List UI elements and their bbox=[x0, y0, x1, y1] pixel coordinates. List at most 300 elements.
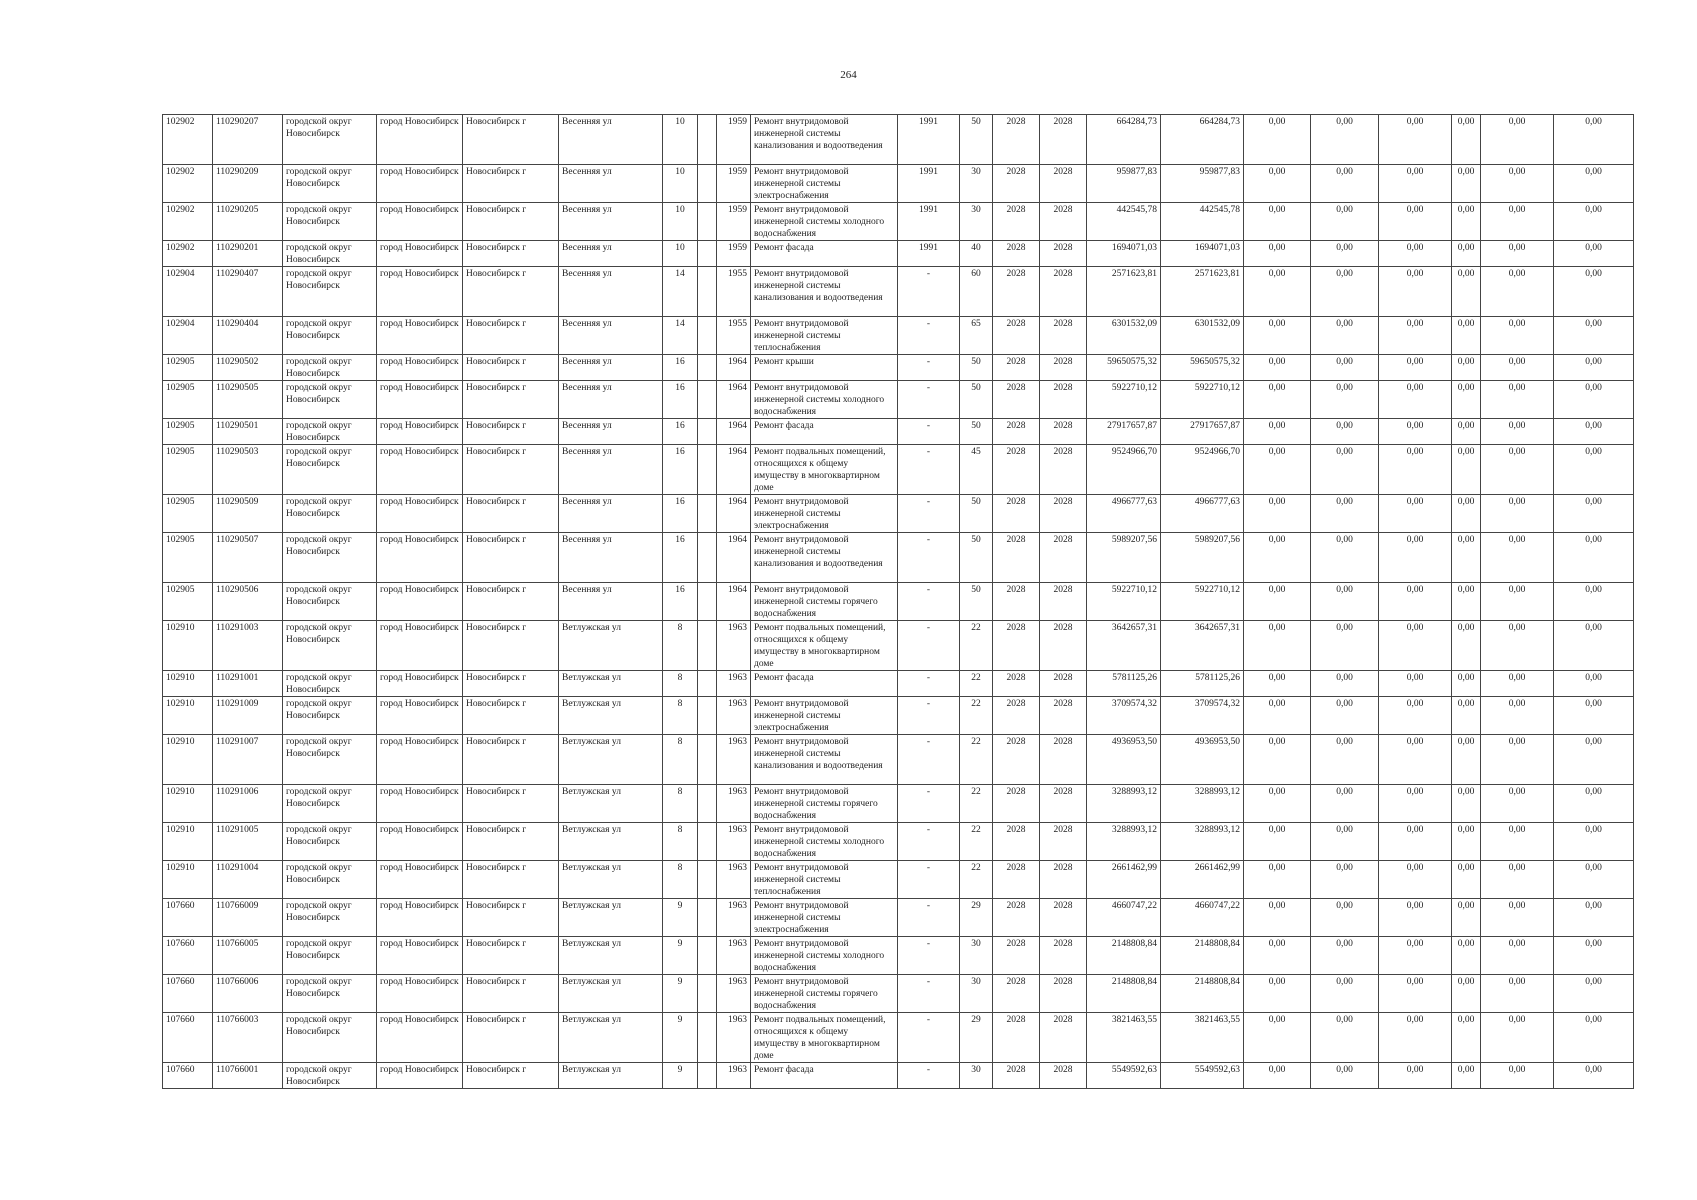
cell-house-id: 102910 bbox=[163, 621, 213, 671]
cell-year-built: 1959 bbox=[717, 115, 751, 165]
cell-cost-col-5: 0,00 bbox=[1481, 381, 1554, 419]
cell-cost-col-4: 0,00 bbox=[1452, 115, 1481, 165]
cell-cost-total: 2571623,81 bbox=[1087, 267, 1161, 317]
cell-wear-percent: 29 bbox=[960, 1013, 993, 1063]
cell-last-repair-year: - bbox=[898, 975, 960, 1013]
cell-city: Новосибирск г bbox=[463, 1063, 559, 1089]
cell-house-id: 102904 bbox=[163, 317, 213, 355]
cell-work-type: Ремонт внутридомовой инженерной системы холодного водоснабжения bbox=[751, 937, 898, 975]
cell-wear-percent: 50 bbox=[960, 533, 993, 583]
table-row bbox=[163, 203, 1634, 241]
cell-year-plan-end: 2028 bbox=[1040, 533, 1087, 583]
cell-year-plan-end: 2028 bbox=[1040, 621, 1087, 671]
cell-house-number: 9 bbox=[663, 899, 698, 937]
cell-cost-col-4: 0,00 bbox=[1452, 735, 1481, 785]
cell-cost-total: 59650575,32 bbox=[1087, 355, 1161, 381]
cell-street: Весенняя ул bbox=[559, 381, 663, 419]
cell-wear-percent: 50 bbox=[960, 381, 993, 419]
cell-cost-col-4: 0,00 bbox=[1452, 861, 1481, 899]
table-row bbox=[163, 495, 1634, 533]
cell-cost-total: 2148808,84 bbox=[1087, 937, 1161, 975]
cell-cost-col-3: 0,00 bbox=[1379, 203, 1452, 241]
cell-house-id: 102905 bbox=[163, 495, 213, 533]
cell-cost-col-2: 0,00 bbox=[1311, 861, 1379, 899]
cell-element-id: 110291004 bbox=[213, 861, 283, 899]
cell-house-id: 102905 bbox=[163, 533, 213, 583]
cell-cost-fund: 959877,83 bbox=[1161, 165, 1244, 203]
cell-cost-col-1: 0,00 bbox=[1244, 241, 1311, 267]
cell-cost-col-2: 0,00 bbox=[1311, 317, 1379, 355]
cell-work-type: Ремонт подвальных помещений, относящихся к общему имуществу в многоквартирном доме bbox=[751, 621, 898, 671]
cell-house-id: 102910 bbox=[163, 785, 213, 823]
cell-building bbox=[698, 975, 717, 1013]
cell-cost-total: 3642657,31 bbox=[1087, 621, 1161, 671]
cell-cost-col-2: 0,00 bbox=[1311, 823, 1379, 861]
cell-cost-col-5: 0,00 bbox=[1481, 445, 1554, 495]
cell-street: Ветлужская ул bbox=[559, 697, 663, 735]
cell-cost-col-2: 0,00 bbox=[1311, 267, 1379, 317]
cell-settlement: город Новосибирск bbox=[377, 241, 463, 267]
cell-cost-col-2: 0,00 bbox=[1311, 241, 1379, 267]
cell-city: Новосибирск г bbox=[463, 697, 559, 735]
cell-year-built: 1964 bbox=[717, 419, 751, 445]
cell-city: Новосибирск г bbox=[463, 785, 559, 823]
cell-cost-col-2: 0,00 bbox=[1311, 671, 1379, 697]
cell-year-plan-end: 2028 bbox=[1040, 1013, 1087, 1063]
cell-cost-fund: 5922710,12 bbox=[1161, 381, 1244, 419]
cell-house-number: 16 bbox=[663, 445, 698, 495]
cell-building bbox=[698, 165, 717, 203]
cell-year-plan-start: 2028 bbox=[993, 1063, 1040, 1089]
cell-last-repair-year: - bbox=[898, 445, 960, 495]
cell-district: городской округ Новосибирск bbox=[283, 1013, 377, 1063]
cell-cost-col-1: 0,00 bbox=[1244, 735, 1311, 785]
cell-year-plan-start: 2028 bbox=[993, 621, 1040, 671]
cell-district: городской округ Новосибирск bbox=[283, 823, 377, 861]
cell-settlement: город Новосибирск bbox=[377, 937, 463, 975]
cell-cost-col-1: 0,00 bbox=[1244, 533, 1311, 583]
cell-city: Новосибирск г bbox=[463, 267, 559, 317]
cell-cost-total: 5922710,12 bbox=[1087, 583, 1161, 621]
cell-house-number: 16 bbox=[663, 495, 698, 533]
cell-year-plan-start: 2028 bbox=[993, 899, 1040, 937]
cell-cost-total: 27917657,87 bbox=[1087, 419, 1161, 445]
cell-work-type: Ремонт внутридомовой инженерной системы теплоснабжения bbox=[751, 317, 898, 355]
cell-year-plan-end: 2028 bbox=[1040, 495, 1087, 533]
cell-cost-col-5: 0,00 bbox=[1481, 355, 1554, 381]
cell-year-built: 1963 bbox=[717, 975, 751, 1013]
cell-house-number: 10 bbox=[663, 165, 698, 203]
cell-cost-total: 2661462,99 bbox=[1087, 861, 1161, 899]
cell-year-plan-start: 2028 bbox=[993, 317, 1040, 355]
cell-cost-col-6: 0,00 bbox=[1554, 445, 1634, 495]
cell-cost-col-2: 0,00 bbox=[1311, 445, 1379, 495]
cell-street: Ветлужская ул bbox=[559, 823, 663, 861]
cell-cost-col-4: 0,00 bbox=[1452, 355, 1481, 381]
cell-settlement: город Новосибирск bbox=[377, 1013, 463, 1063]
cell-district: городской округ Новосибирск bbox=[283, 583, 377, 621]
cell-element-id: 110290404 bbox=[213, 317, 283, 355]
cell-cost-col-5: 0,00 bbox=[1481, 419, 1554, 445]
cell-last-repair-year: - bbox=[898, 533, 960, 583]
cell-cost-col-2: 0,00 bbox=[1311, 697, 1379, 735]
cell-cost-col-2: 0,00 bbox=[1311, 621, 1379, 671]
cell-cost-col-3: 0,00 bbox=[1379, 1013, 1452, 1063]
cell-cost-col-1: 0,00 bbox=[1244, 317, 1311, 355]
cell-cost-col-6: 0,00 bbox=[1554, 975, 1634, 1013]
cell-wear-percent: 30 bbox=[960, 937, 993, 975]
cell-cost-col-6: 0,00 bbox=[1554, 583, 1634, 621]
cell-house-number: 8 bbox=[663, 823, 698, 861]
cell-house-number: 14 bbox=[663, 267, 698, 317]
cell-street: Весенняя ул bbox=[559, 583, 663, 621]
cell-cost-col-1: 0,00 bbox=[1244, 785, 1311, 823]
cell-cost-fund: 5781125,26 bbox=[1161, 671, 1244, 697]
cell-wear-percent: 30 bbox=[960, 975, 993, 1013]
table-row bbox=[163, 975, 1634, 1013]
cell-house-number: 9 bbox=[663, 1063, 698, 1089]
cell-cost-col-1: 0,00 bbox=[1244, 697, 1311, 735]
cell-street: Весенняя ул bbox=[559, 317, 663, 355]
cell-cost-col-4: 0,00 bbox=[1452, 785, 1481, 823]
cell-work-type: Ремонт фасада bbox=[751, 241, 898, 267]
cell-settlement: город Новосибирск bbox=[377, 495, 463, 533]
cell-year-plan-start: 2028 bbox=[993, 267, 1040, 317]
cell-cost-col-4: 0,00 bbox=[1452, 621, 1481, 671]
cell-city: Новосибирск г bbox=[463, 899, 559, 937]
cell-cost-col-1: 0,00 bbox=[1244, 823, 1311, 861]
cell-cost-fund: 2148808,84 bbox=[1161, 937, 1244, 975]
cell-house-number: 9 bbox=[663, 975, 698, 1013]
cell-year-plan-end: 2028 bbox=[1040, 735, 1087, 785]
cell-cost-col-5: 0,00 bbox=[1481, 165, 1554, 203]
cell-street: Весенняя ул bbox=[559, 355, 663, 381]
cell-house-id: 102910 bbox=[163, 823, 213, 861]
cell-work-type: Ремонт подвальных помещений, относящихся к общему имуществу в многоквартирном доме bbox=[751, 1013, 898, 1063]
cell-work-type: Ремонт крыши bbox=[751, 355, 898, 381]
cell-cost-col-6: 0,00 bbox=[1554, 355, 1634, 381]
cell-cost-col-2: 0,00 bbox=[1311, 533, 1379, 583]
cell-work-type: Ремонт внутридомовой инженерной системы электроснабжения bbox=[751, 899, 898, 937]
table-row bbox=[163, 735, 1634, 785]
cell-house-id: 102902 bbox=[163, 115, 213, 165]
cell-work-type: Ремонт внутридомовой инженерной системы теплоснабжения bbox=[751, 861, 898, 899]
cell-city: Новосибирск г bbox=[463, 937, 559, 975]
cell-year-built: 1955 bbox=[717, 317, 751, 355]
cell-street: Весенняя ул bbox=[559, 445, 663, 495]
cell-cost-col-1: 0,00 bbox=[1244, 267, 1311, 317]
cell-last-repair-year: - bbox=[898, 583, 960, 621]
cell-building bbox=[698, 823, 717, 861]
cell-year-built: 1964 bbox=[717, 355, 751, 381]
table-row bbox=[163, 115, 1634, 165]
cell-house-id: 102902 bbox=[163, 165, 213, 203]
cell-last-repair-year: - bbox=[898, 495, 960, 533]
cell-district: городской округ Новосибирск bbox=[283, 355, 377, 381]
cell-cost-total: 664284,73 bbox=[1087, 115, 1161, 165]
cell-house-number: 10 bbox=[663, 203, 698, 241]
cell-cost-col-4: 0,00 bbox=[1452, 381, 1481, 419]
cell-cost-fund: 9524966,70 bbox=[1161, 445, 1244, 495]
cell-cost-fund: 3288993,12 bbox=[1161, 823, 1244, 861]
cell-year-built: 1963 bbox=[717, 1013, 751, 1063]
table-row bbox=[163, 697, 1634, 735]
cell-last-repair-year: - bbox=[898, 1063, 960, 1089]
cell-wear-percent: 30 bbox=[960, 203, 993, 241]
cell-year-built: 1964 bbox=[717, 583, 751, 621]
cell-year-built: 1964 bbox=[717, 445, 751, 495]
cell-cost-col-3: 0,00 bbox=[1379, 975, 1452, 1013]
cell-cost-col-4: 0,00 bbox=[1452, 1063, 1481, 1089]
cell-cost-col-1: 0,00 bbox=[1244, 203, 1311, 241]
cell-cost-total: 3821463,55 bbox=[1087, 1013, 1161, 1063]
cell-street: Ветлужская ул bbox=[559, 621, 663, 671]
cell-year-plan-end: 2028 bbox=[1040, 203, 1087, 241]
cell-city: Новосибирск г bbox=[463, 823, 559, 861]
cell-cost-col-6: 0,00 bbox=[1554, 899, 1634, 937]
table-row bbox=[163, 533, 1634, 583]
cell-house-id: 102902 bbox=[163, 241, 213, 267]
cell-house-id: 107660 bbox=[163, 1063, 213, 1089]
cell-year-plan-start: 2028 bbox=[993, 937, 1040, 975]
cell-building bbox=[698, 785, 717, 823]
cell-cost-fund: 2571623,81 bbox=[1161, 267, 1244, 317]
table-row bbox=[163, 165, 1634, 203]
cell-cost-col-3: 0,00 bbox=[1379, 937, 1452, 975]
cell-element-id: 110766003 bbox=[213, 1013, 283, 1063]
cell-building bbox=[698, 355, 717, 381]
table-row bbox=[163, 419, 1634, 445]
cell-cost-col-4: 0,00 bbox=[1452, 267, 1481, 317]
cell-cost-col-1: 0,00 bbox=[1244, 621, 1311, 671]
cell-district: городской округ Новосибирск bbox=[283, 317, 377, 355]
cell-district: городской округ Новосибирск bbox=[283, 419, 377, 445]
cell-building bbox=[698, 533, 717, 583]
cell-building bbox=[698, 583, 717, 621]
cell-cost-fund: 2661462,99 bbox=[1161, 861, 1244, 899]
cell-cost-col-6: 0,00 bbox=[1554, 1013, 1634, 1063]
cell-last-repair-year: - bbox=[898, 735, 960, 785]
table-row bbox=[163, 445, 1634, 495]
cell-district: городской округ Новосибирск bbox=[283, 621, 377, 671]
cell-year-built: 1964 bbox=[717, 381, 751, 419]
cell-cost-col-3: 0,00 bbox=[1379, 317, 1452, 355]
cell-year-plan-end: 2028 bbox=[1040, 419, 1087, 445]
cell-street: Весенняя ул bbox=[559, 115, 663, 165]
cell-settlement: город Новосибирск bbox=[377, 735, 463, 785]
cell-element-id: 110290507 bbox=[213, 533, 283, 583]
cell-year-built: 1963 bbox=[717, 697, 751, 735]
cell-wear-percent: 50 bbox=[960, 355, 993, 381]
cell-cost-col-5: 0,00 bbox=[1481, 785, 1554, 823]
cell-settlement: город Новосибирск bbox=[377, 823, 463, 861]
cell-settlement: город Новосибирск bbox=[377, 317, 463, 355]
cell-cost-col-3: 0,00 bbox=[1379, 267, 1452, 317]
cell-cost-col-6: 0,00 bbox=[1554, 241, 1634, 267]
cell-cost-fund: 3821463,55 bbox=[1161, 1013, 1244, 1063]
table-row bbox=[163, 241, 1634, 267]
cell-settlement: город Новосибирск bbox=[377, 445, 463, 495]
cell-district: городской округ Новосибирск bbox=[283, 671, 377, 697]
cell-year-plan-end: 2028 bbox=[1040, 1063, 1087, 1089]
cell-cost-col-3: 0,00 bbox=[1379, 823, 1452, 861]
cell-house-id: 102904 bbox=[163, 267, 213, 317]
cell-city: Новосибирск г bbox=[463, 583, 559, 621]
cell-element-id: 110291009 bbox=[213, 697, 283, 735]
cell-year-plan-end: 2028 bbox=[1040, 823, 1087, 861]
cell-district: городской округ Новосибирск bbox=[283, 1063, 377, 1089]
table-row bbox=[163, 355, 1634, 381]
cell-cost-col-1: 0,00 bbox=[1244, 899, 1311, 937]
cell-year-plan-start: 2028 bbox=[993, 495, 1040, 533]
cell-cost-col-6: 0,00 bbox=[1554, 861, 1634, 899]
cell-cost-fund: 1694071,03 bbox=[1161, 241, 1244, 267]
cell-building bbox=[698, 495, 717, 533]
cell-cost-col-3: 0,00 bbox=[1379, 697, 1452, 735]
cell-cost-col-6: 0,00 bbox=[1554, 823, 1634, 861]
cell-cost-total: 2148808,84 bbox=[1087, 975, 1161, 1013]
cell-element-id: 110290207 bbox=[213, 115, 283, 165]
cell-cost-fund: 3709574,32 bbox=[1161, 697, 1244, 735]
cell-year-plan-end: 2028 bbox=[1040, 241, 1087, 267]
cell-house-id: 102905 bbox=[163, 355, 213, 381]
cell-cost-col-5: 0,00 bbox=[1481, 899, 1554, 937]
cell-settlement: город Новосибирск bbox=[377, 355, 463, 381]
cell-year-plan-end: 2028 bbox=[1040, 165, 1087, 203]
cell-cost-col-6: 0,00 bbox=[1554, 621, 1634, 671]
cell-year-plan-end: 2028 bbox=[1040, 317, 1087, 355]
cell-cost-col-1: 0,00 bbox=[1244, 355, 1311, 381]
cell-cost-col-2: 0,00 bbox=[1311, 381, 1379, 419]
cell-cost-fund: 3642657,31 bbox=[1161, 621, 1244, 671]
cell-district: городской округ Новосибирск bbox=[283, 495, 377, 533]
cell-city: Новосибирск г bbox=[463, 533, 559, 583]
cell-cost-col-6: 0,00 bbox=[1554, 203, 1634, 241]
cell-street: Весенняя ул bbox=[559, 203, 663, 241]
cell-element-id: 110290503 bbox=[213, 445, 283, 495]
table-row bbox=[163, 1013, 1634, 1063]
cell-cost-col-3: 0,00 bbox=[1379, 861, 1452, 899]
cell-cost-col-6: 0,00 bbox=[1554, 115, 1634, 165]
cell-building bbox=[698, 317, 717, 355]
cell-cost-col-5: 0,00 bbox=[1481, 975, 1554, 1013]
cell-cost-col-1: 0,00 bbox=[1244, 419, 1311, 445]
table-row bbox=[163, 671, 1634, 697]
cell-street: Весенняя ул bbox=[559, 495, 663, 533]
cell-wear-percent: 50 bbox=[960, 115, 993, 165]
cell-building bbox=[698, 1063, 717, 1089]
cell-house-id: 102905 bbox=[163, 583, 213, 621]
cell-wear-percent: 60 bbox=[960, 267, 993, 317]
cell-cost-col-3: 0,00 bbox=[1379, 671, 1452, 697]
cell-building bbox=[698, 937, 717, 975]
cell-work-type: Ремонт фасада bbox=[751, 419, 898, 445]
cell-element-id: 110291001 bbox=[213, 671, 283, 697]
cell-cost-col-6: 0,00 bbox=[1554, 671, 1634, 697]
cell-year-plan-end: 2028 bbox=[1040, 697, 1087, 735]
cell-year-plan-start: 2028 bbox=[993, 975, 1040, 1013]
cell-cost-col-3: 0,00 bbox=[1379, 355, 1452, 381]
table-row bbox=[163, 317, 1634, 355]
cell-year-plan-start: 2028 bbox=[993, 355, 1040, 381]
cell-year-built: 1959 bbox=[717, 241, 751, 267]
cell-house-number: 8 bbox=[663, 785, 698, 823]
cell-building bbox=[698, 419, 717, 445]
cell-settlement: город Новосибирск bbox=[377, 785, 463, 823]
cell-house-number: 10 bbox=[663, 241, 698, 267]
cell-last-repair-year: - bbox=[898, 317, 960, 355]
cell-cost-col-5: 0,00 bbox=[1481, 267, 1554, 317]
cell-cost-col-6: 0,00 bbox=[1554, 1063, 1634, 1089]
cell-element-id: 110290209 bbox=[213, 165, 283, 203]
cell-year-plan-start: 2028 bbox=[993, 241, 1040, 267]
cell-house-id: 107660 bbox=[163, 1013, 213, 1063]
cell-element-id: 110290502 bbox=[213, 355, 283, 381]
cell-street: Весенняя ул bbox=[559, 241, 663, 267]
cell-building bbox=[698, 697, 717, 735]
cell-house-number: 8 bbox=[663, 621, 698, 671]
cell-work-type: Ремонт внутридомовой инженерной системы горячего водоснабжения bbox=[751, 975, 898, 1013]
cell-building bbox=[698, 621, 717, 671]
cell-work-type: Ремонт внутридомовой инженерной системы канализования и водоотведения bbox=[751, 267, 898, 317]
cell-city: Новосибирск г bbox=[463, 419, 559, 445]
cell-cost-col-1: 0,00 bbox=[1244, 1013, 1311, 1063]
cell-cost-fund: 5922710,12 bbox=[1161, 583, 1244, 621]
cell-settlement: город Новосибирск bbox=[377, 267, 463, 317]
cell-cost-col-2: 0,00 bbox=[1311, 583, 1379, 621]
cell-wear-percent: 22 bbox=[960, 861, 993, 899]
cell-cost-col-4: 0,00 bbox=[1452, 937, 1481, 975]
cell-cost-col-3: 0,00 bbox=[1379, 419, 1452, 445]
cell-last-repair-year: - bbox=[898, 785, 960, 823]
cell-year-plan-start: 2028 bbox=[993, 861, 1040, 899]
cell-city: Новосибирск г bbox=[463, 495, 559, 533]
cell-house-id: 102905 bbox=[163, 381, 213, 419]
cell-cost-total: 6301532,09 bbox=[1087, 317, 1161, 355]
cell-street: Весенняя ул bbox=[559, 267, 663, 317]
cell-cost-col-1: 0,00 bbox=[1244, 1063, 1311, 1089]
cell-cost-col-6: 0,00 bbox=[1554, 317, 1634, 355]
cell-wear-percent: 22 bbox=[960, 785, 993, 823]
cell-cost-col-2: 0,00 bbox=[1311, 735, 1379, 785]
cell-cost-col-2: 0,00 bbox=[1311, 785, 1379, 823]
cell-building bbox=[698, 671, 717, 697]
cell-city: Новосибирск г bbox=[463, 975, 559, 1013]
cell-cost-total: 4660747,22 bbox=[1087, 899, 1161, 937]
cell-year-plan-end: 2028 bbox=[1040, 861, 1087, 899]
cell-district: городской округ Новосибирск bbox=[283, 165, 377, 203]
cell-cost-col-2: 0,00 bbox=[1311, 165, 1379, 203]
cell-year-built: 1964 bbox=[717, 533, 751, 583]
cell-year-plan-start: 2028 bbox=[993, 1013, 1040, 1063]
cell-cost-col-5: 0,00 bbox=[1481, 533, 1554, 583]
cell-year-plan-end: 2028 bbox=[1040, 671, 1087, 697]
cell-cost-total: 9524966,70 bbox=[1087, 445, 1161, 495]
cell-wear-percent: 22 bbox=[960, 823, 993, 861]
cell-district: городской округ Новосибирск bbox=[283, 735, 377, 785]
cell-city: Новосибирск г bbox=[463, 381, 559, 419]
cell-cost-col-4: 0,00 bbox=[1452, 899, 1481, 937]
cell-building bbox=[698, 445, 717, 495]
cell-cost-col-3: 0,00 bbox=[1379, 533, 1452, 583]
cell-cost-col-2: 0,00 bbox=[1311, 419, 1379, 445]
cell-year-built: 1963 bbox=[717, 937, 751, 975]
cell-cost-total: 3288993,12 bbox=[1087, 785, 1161, 823]
cell-cost-col-1: 0,00 bbox=[1244, 861, 1311, 899]
cell-city: Новосибирск г bbox=[463, 203, 559, 241]
cell-work-type: Ремонт подвальных помещений, относящихся к общему имуществу в многоквартирном доме bbox=[751, 445, 898, 495]
cell-year-built: 1955 bbox=[717, 267, 751, 317]
